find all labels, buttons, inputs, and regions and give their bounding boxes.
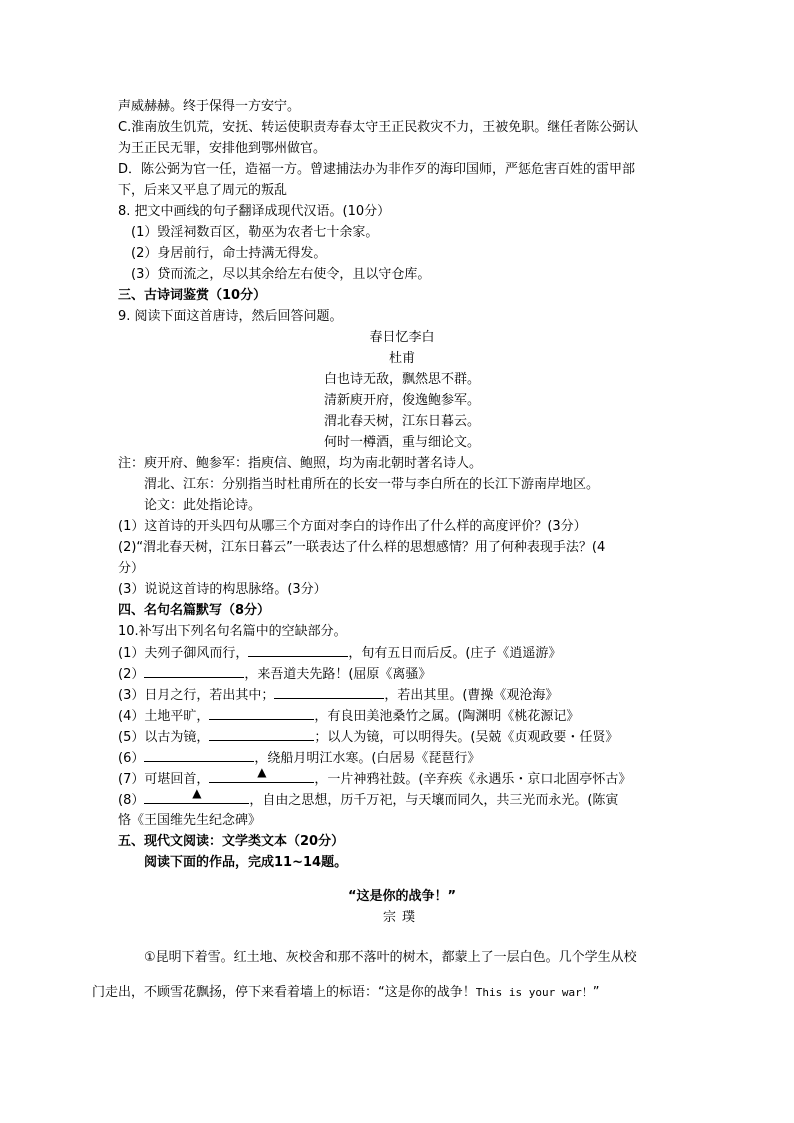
fill-blank[interactable] (144, 663, 244, 678)
fill-item (118, 684, 686, 705)
article-title: “这是你的战争！” (347, 889, 457, 904)
section-5-heading: 五、现代文阅读：文学类文本（20分） (118, 834, 345, 849)
question-10-stem: 10.补写出下列名句名篇中的空缺部分。 (118, 624, 347, 639)
fill-prefix: (5）以古为镜， (118, 730, 210, 745)
fill-blank[interactable] (209, 705, 314, 720)
fill-prefix: (7）可堪回首， (118, 772, 210, 787)
paragraph-text: ” (592, 985, 600, 1000)
triangle-marker: ▲ (257, 765, 267, 779)
question-9-item: 分） (118, 561, 145, 576)
article-author: 宗璞 (382, 910, 421, 925)
fill-prefix: (3）日月之行，若出其中； (118, 688, 275, 703)
fill-suffix: ，自由之思想，历千万祀，与天壤而同久，共三光而永光。(陈寅 (249, 793, 619, 808)
fill-prefix: (1）夫列子御风而行， (118, 646, 249, 661)
text-line: D．陈公弼为官一任，造福一方。曾逮捕法办为非作歹的海印国师，严惩危害百姓的雷甲部 (118, 162, 636, 177)
question-9-item: (2)“渭北春天树，江东日暮云”一联表达了什么样的思想感情？用了何种表现手法？(4 (118, 540, 606, 555)
fill-suffix: ，旬有五日而后反。(庄子《逍遥游》 (348, 646, 562, 661)
fill-blank[interactable] (248, 642, 348, 657)
fill-blank[interactable] (274, 684, 384, 699)
poem-line: 白也诗无敌，飘然思不群。 (323, 372, 480, 387)
poem-title: 春日忆李白 (369, 330, 435, 345)
question-8-stem: 8. 把文中画线的句子翻译成现代汉语。(10分） (118, 204, 391, 219)
poem-author: 杜甫 (388, 351, 415, 366)
fill-item (118, 705, 686, 726)
section-3-heading: 三、古诗词鉴赏（10分） (118, 288, 267, 303)
poem-note: 论文：此处指论诗。 (144, 498, 262, 513)
fill-blank[interactable] (144, 747, 254, 762)
article-paragraph (92, 940, 686, 1010)
english-slogan: This is your war！ (475, 986, 593, 999)
poem-note: 注：庾开府、鲍参军：指庾信、鲍照，均为南北朝时著名诗人。 (118, 456, 483, 471)
question-8-item: (2）身居前行，命士持满无得发。 (131, 246, 327, 261)
text-line: 为王正民无罪，安排他到鄂州做官。 (118, 141, 327, 156)
question-9-item: (1）这首诗的开头四句从哪三个方面对李白的诗作出了什么样的高度评价？(3分） (118, 519, 587, 534)
text-line: C.淮南放生饥荒，安抚、转运使职责寿春太守王正民救灾不力，王被免职。继任者陈公弼认 (118, 120, 639, 135)
fill-suffix: ，有良田美池桑竹之属。(陶渊明《桃花源记》 (314, 709, 580, 724)
poem-line: 渭北春天树，江东日暮云。 (323, 414, 480, 429)
triangle-marker: ▲ (192, 786, 202, 800)
poem-line: 清新庾开府，俊逸鲍参军。 (323, 393, 480, 408)
fill-suffix: ，若出其里。(曹操《观沧海》 (384, 688, 559, 703)
question-9-item: (3）说说这首诗的构思脉络。(3分） (118, 582, 327, 597)
document-page (92, 96, 686, 1010)
fill-item (118, 726, 686, 747)
question-8-item: (1）毁淫祠数百区，勒巫为农者七十余家。 (131, 225, 379, 240)
fill-blank[interactable] (209, 726, 314, 741)
fill-item-continuation: 恪《王国维先生纪念碑》 (118, 813, 262, 828)
fill-item (118, 747, 686, 768)
fill-suffix: ；以人为镜，可以明得失。(吴兢《贞观政要・任贤》 (314, 730, 619, 745)
fill-prefix: (2） (118, 667, 145, 682)
paragraph-text: 门走出，不顾雪花飘扬，停下来看着墙上的标语：“这是你的战争！ (92, 985, 476, 1000)
text-line: 下，后来又平息了周元的叛乱 (118, 183, 288, 198)
fill-blank[interactable] (144, 786, 249, 804)
fill-prefix: (8） (118, 793, 145, 808)
question-9-stem: 9. 阅读下面这首唐诗，然后回答问题。 (118, 309, 343, 324)
fill-prefix: (4）土地平旷， (118, 709, 210, 724)
fill-prefix: (6） (118, 751, 145, 766)
fill-suffix: ，一片神鸦社鼓。(辛弃疾《永遇乐・京口北固亭怀古》 (314, 772, 632, 787)
poem-line: 何时一樽酒，重与细论文。 (323, 435, 480, 450)
fill-item (118, 786, 686, 810)
fill-item (118, 663, 686, 684)
section-4-heading: 四、名句名篇默写（8分） (118, 603, 271, 618)
question-8-item: (3）贷而流之，尽以其余给左右使令，且以守仓库。 (131, 267, 431, 282)
text-line: 声威赫赫。终于保得一方安宁。 (118, 99, 301, 114)
section-5-instruction: 阅读下面的作品，完成11~14题。 (144, 855, 348, 870)
fill-item (118, 765, 686, 789)
fill-suffix: ，绕船月明江水寒。(白居易《琵琶行》 (254, 751, 481, 766)
fill-blank[interactable] (209, 765, 314, 783)
fill-item (118, 642, 686, 663)
poem-note: 渭北、江东：分别指当时杜甫所在的长安一带与李白所在的长江下游南岸地区。 (144, 477, 600, 492)
fill-suffix: ，来吾道夫先路！(屈原《离骚》 (244, 667, 432, 682)
paragraph-text: ①昆明下着雪。红土地、灰校舍和那不落叶的树木，都蒙上了一层白色。几个学生从校 (144, 950, 637, 965)
